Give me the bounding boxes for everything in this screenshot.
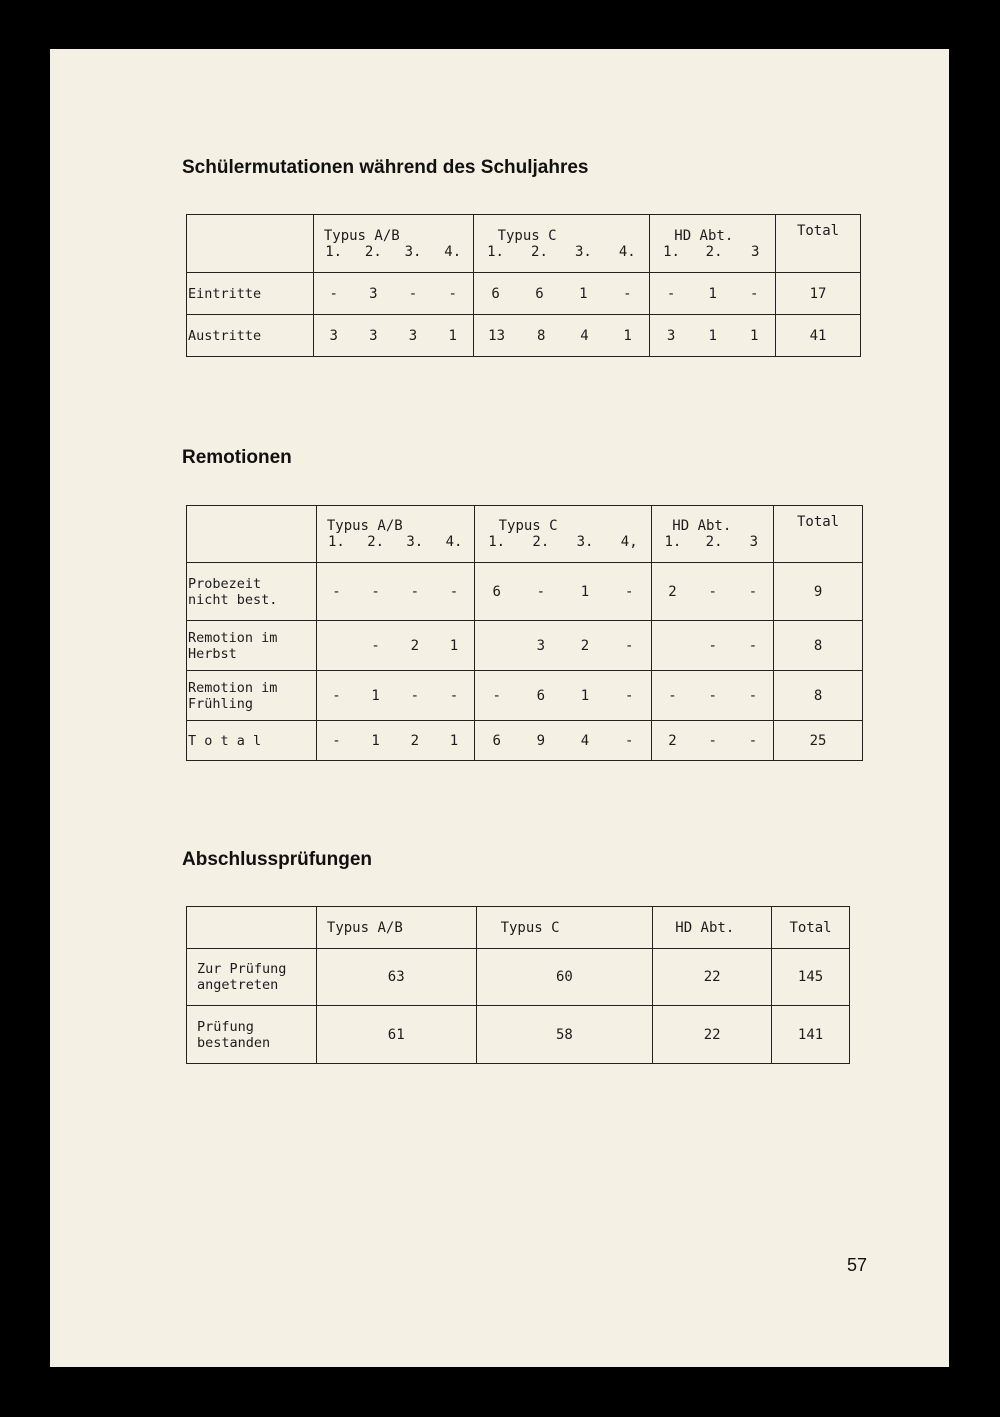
col-typus-ab: Typus A/B bbox=[316, 907, 476, 949]
col-total: Total bbox=[776, 215, 861, 273]
col-typus-ab: Typus A/B 1. 2. 3. 4. bbox=[313, 215, 473, 273]
corner-cell bbox=[187, 506, 317, 563]
table-row bbox=[187, 949, 850, 1006]
heading-mutations: Schülermutationen während des Schuljahres bbox=[182, 157, 589, 178]
col-hd-abt: HD Abt. bbox=[653, 907, 772, 949]
col-hd-abt: HD Abt. 1. 2. 3 bbox=[652, 506, 774, 563]
row-total: 8 bbox=[774, 671, 863, 721]
corner-cell bbox=[187, 215, 314, 273]
cell-value: 22 bbox=[653, 949, 772, 1006]
corner-cell bbox=[187, 907, 317, 949]
cell-value: 61 bbox=[316, 1006, 476, 1064]
col-hd-abt: HD Abt. 1. 2. 3 bbox=[650, 215, 776, 273]
remotions-table bbox=[186, 505, 863, 761]
row-label: Zur Prüfung angetreten bbox=[187, 949, 317, 1006]
cell-value: 60 bbox=[476, 949, 653, 1006]
table-row-total: T o t a l - 1 2 1 6 9 4 - 2 - - 25 bbox=[187, 721, 863, 761]
col-total: Total bbox=[772, 907, 850, 949]
row-label: Probezeit nicht best. bbox=[187, 563, 317, 621]
remotions-header-row bbox=[187, 506, 863, 563]
cell-value: 63 bbox=[316, 949, 476, 1006]
row-total: 8 bbox=[774, 621, 863, 671]
col-total: Total bbox=[774, 506, 863, 563]
row-label: Remotion im Frühling bbox=[187, 671, 317, 721]
table-row bbox=[187, 1006, 850, 1064]
row-total: 145 bbox=[772, 949, 850, 1006]
exams-table bbox=[186, 906, 850, 1064]
cell-value: 22 bbox=[653, 1006, 772, 1064]
row-label: Prüfung bestanden bbox=[187, 1006, 317, 1064]
document-page bbox=[50, 49, 949, 1367]
heading-exams: Abschlussprüfungen bbox=[182, 849, 373, 870]
table-row: Remotion im Herbst - 2 1 3 2 - - - 8 bbox=[187, 621, 863, 671]
row-total: 41 bbox=[776, 315, 861, 357]
mutations-table bbox=[186, 214, 861, 357]
table-row: Austritte 3 3 3 1 13 8 4 1 3 1 1 41 bbox=[187, 315, 861, 357]
table-row: Eintritte - 3 - - 6 6 1 - - 1 - 17 bbox=[187, 273, 861, 315]
exams-header-row bbox=[187, 907, 850, 949]
cell-value: 58 bbox=[476, 1006, 653, 1064]
col-typus-c: Typus C 1. 2. 3. 4, bbox=[474, 506, 652, 563]
row-total: 25 bbox=[774, 721, 863, 761]
col-typus-c: Typus C bbox=[476, 907, 653, 949]
row-label: Austritte bbox=[187, 315, 314, 357]
row-label: T o t a l bbox=[187, 721, 317, 761]
table-row: Remotion im Frühling - 1 - - - 6 1 - - - - 8 bbox=[187, 671, 863, 721]
row-total: 17 bbox=[776, 273, 861, 315]
row-total: 9 bbox=[774, 563, 863, 621]
row-label: Eintritte bbox=[187, 273, 314, 315]
mutations-header-row bbox=[187, 215, 861, 273]
table-row: Probezeit nicht best. - - - - 6 - 1 - 2 - - 9 bbox=[187, 563, 863, 621]
row-total: 141 bbox=[772, 1006, 850, 1064]
heading-remotions: Remotionen bbox=[182, 447, 292, 468]
col-typus-c: Typus C 1. 2. 3. 4. bbox=[473, 215, 650, 273]
page-number: 57 bbox=[847, 1255, 868, 1275]
col-typus-ab: Typus A/B 1. 2. 3. 4. bbox=[316, 506, 474, 563]
row-label: Remotion im Herbst bbox=[187, 621, 317, 671]
